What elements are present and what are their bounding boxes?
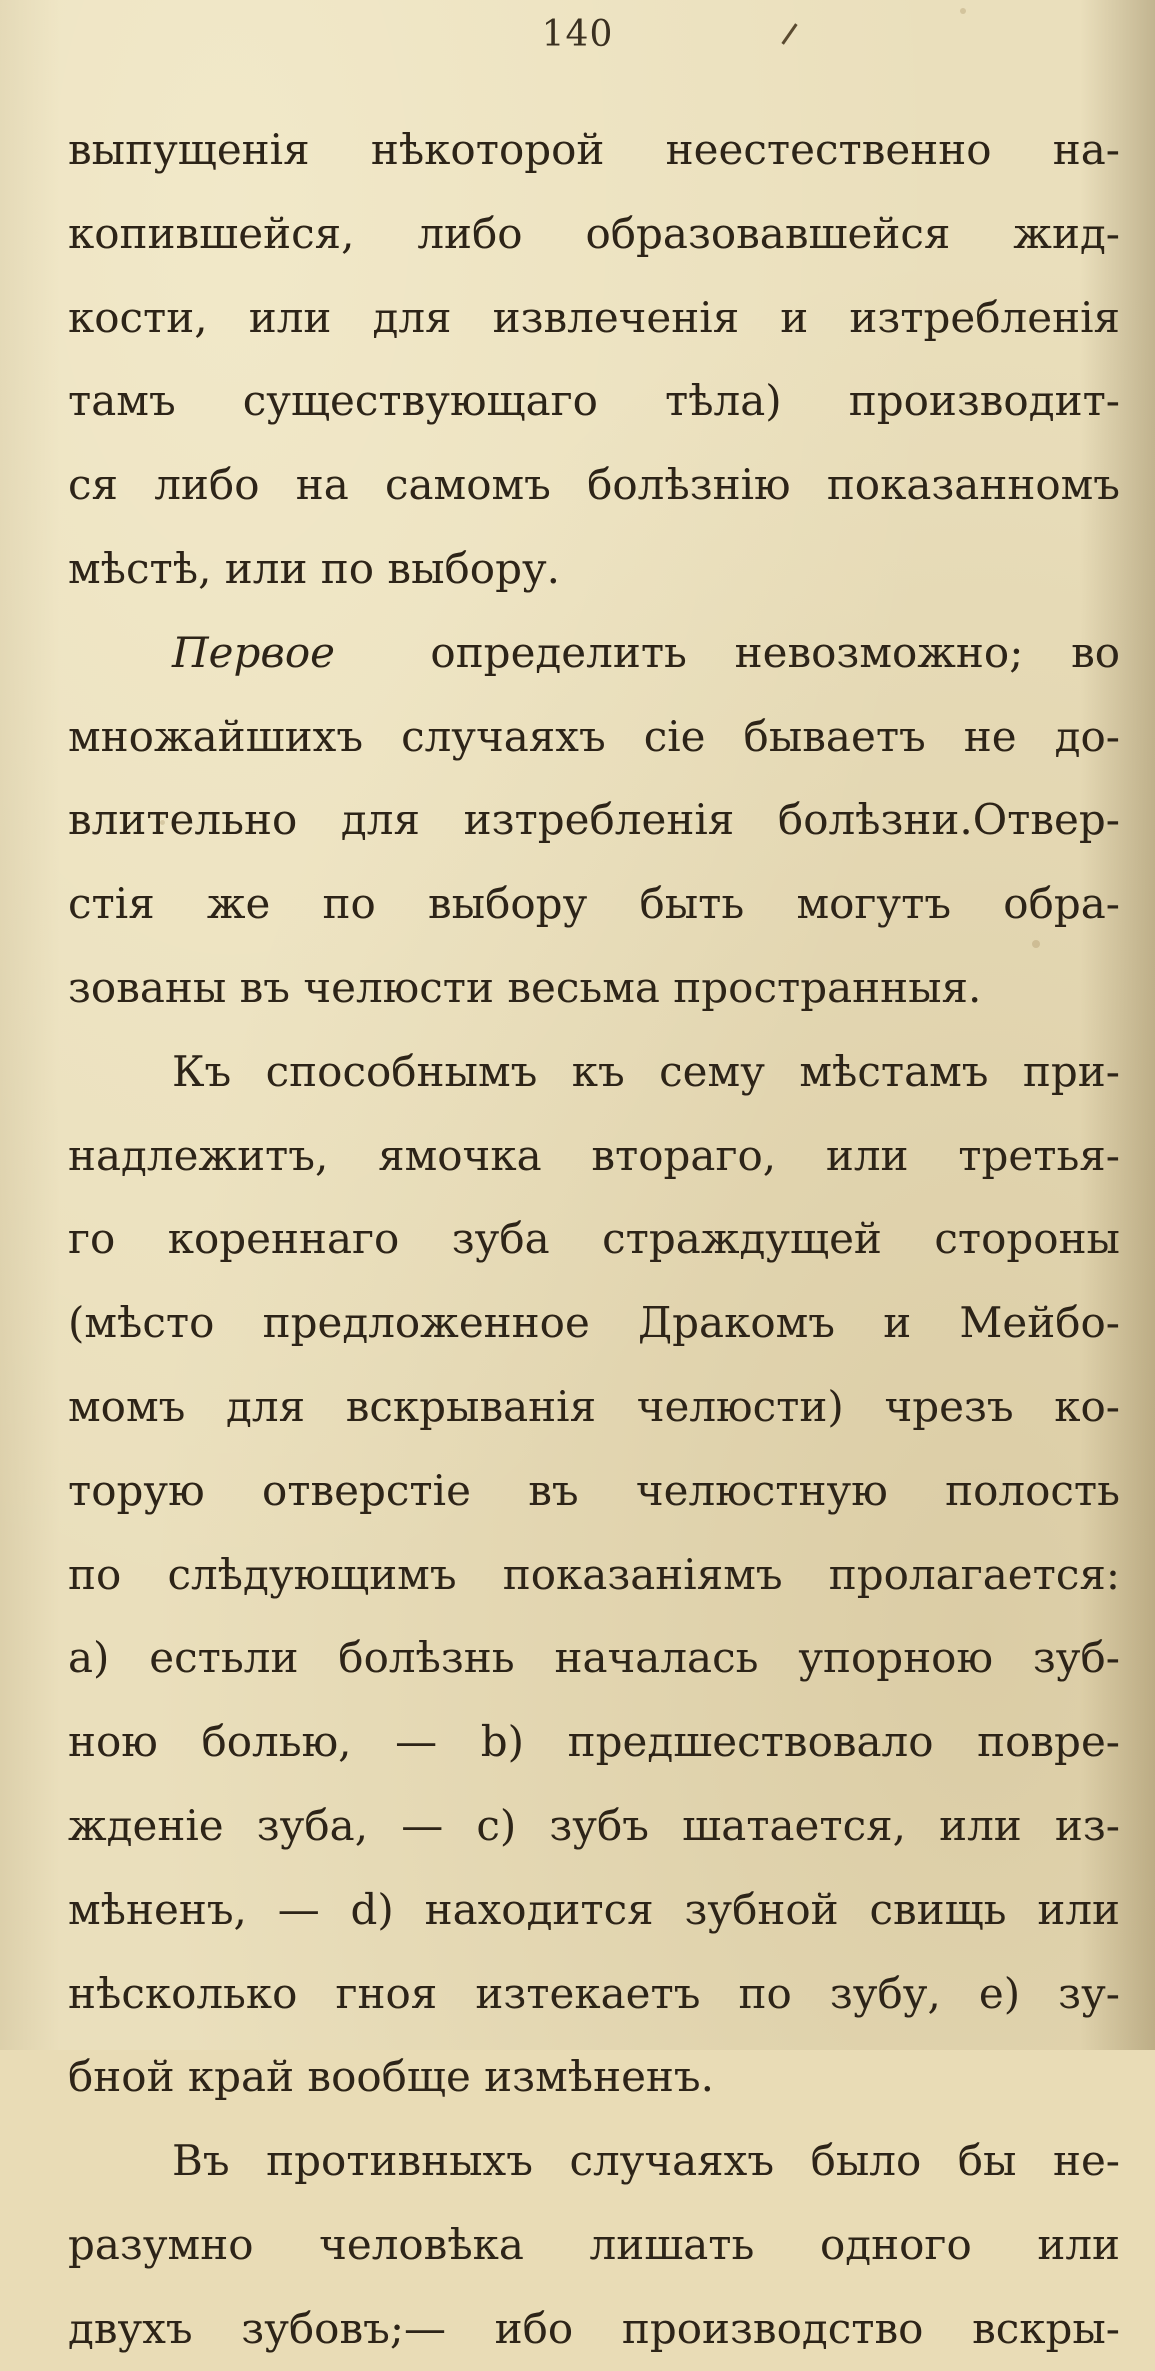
text-line: стія же по выбору быть могутъ обра- [68, 879, 1120, 929]
text-line: бной край вообще измѣненъ. [68, 2052, 714, 2102]
paragraph-start-line [68, 611, 1120, 695]
text-span: определить невозможно; во [430, 627, 1120, 677]
body-text [68, 108, 1120, 2371]
text-line: влительно для изтребленія болѣзни.Отвер- [68, 795, 1120, 845]
text-line: по слѣдующимъ показаніямъ пролагается: [68, 1549, 1120, 1599]
text-line: ся либо на самомъ болѣзнію показанномъ [68, 460, 1120, 510]
text-line: мѣненъ, — d) находится зубной свищь или [68, 1884, 1120, 1934]
text-line: ною болью, — b) предшествовало повре- [68, 1717, 1120, 1767]
text-line: надлежитъ, ямочка втораго, или третья- [68, 1130, 1120, 1180]
text-line: мѣстѣ, или по выбору. [68, 543, 561, 593]
paragraph-start-line: Къ способнымъ къ сему мѣстамъ при- [172, 1046, 1120, 1096]
text-line: a) естьли болѣзнь началась упорною зуб- [68, 1633, 1120, 1683]
text-line: копившейся, либо образовавшейся жид- [68, 208, 1120, 258]
text-line: множайшихъ случаяхъ сіе бываетъ не до- [68, 711, 1120, 761]
text-line: разумно человѣка лишать одного или [68, 2219, 1120, 2269]
paragraph-start-line: Въ противныхъ случаяхъ было бы не- [172, 2136, 1120, 2186]
text-line: кости, или для извлеченія и изтребленія [68, 292, 1120, 342]
page-number: 140 [541, 14, 614, 55]
text-line: го кореннаго зуба страждущей стороны [68, 1214, 1120, 1264]
text-line: тамъ существующаго тѣла) производит- [68, 376, 1120, 426]
text-line: зованы въ челюсти весьма пространныя. [68, 962, 982, 1012]
text-line: двухъ зубовъ;— ибо производство вскры- [68, 2303, 1120, 2353]
italic-term: Первое [172, 627, 335, 677]
text-line: (мѣсто предложенное Дракомъ и Мейбо- [68, 1298, 1120, 1348]
text-line: момъ для вскрыванія челюсти) чрезъ ко- [68, 1381, 1120, 1431]
text-line: торую отверстіе въ челюстную полость [68, 1465, 1120, 1515]
text-line: нѣсколько гноя изтекаетъ по зубу, e) зу- [68, 1968, 1120, 2018]
text-line: выпущенія нѣкоторой неестественно на- [68, 125, 1120, 174]
text-line: жденіе зуба, — c) зубъ шатается, или из- [68, 1800, 1120, 1850]
